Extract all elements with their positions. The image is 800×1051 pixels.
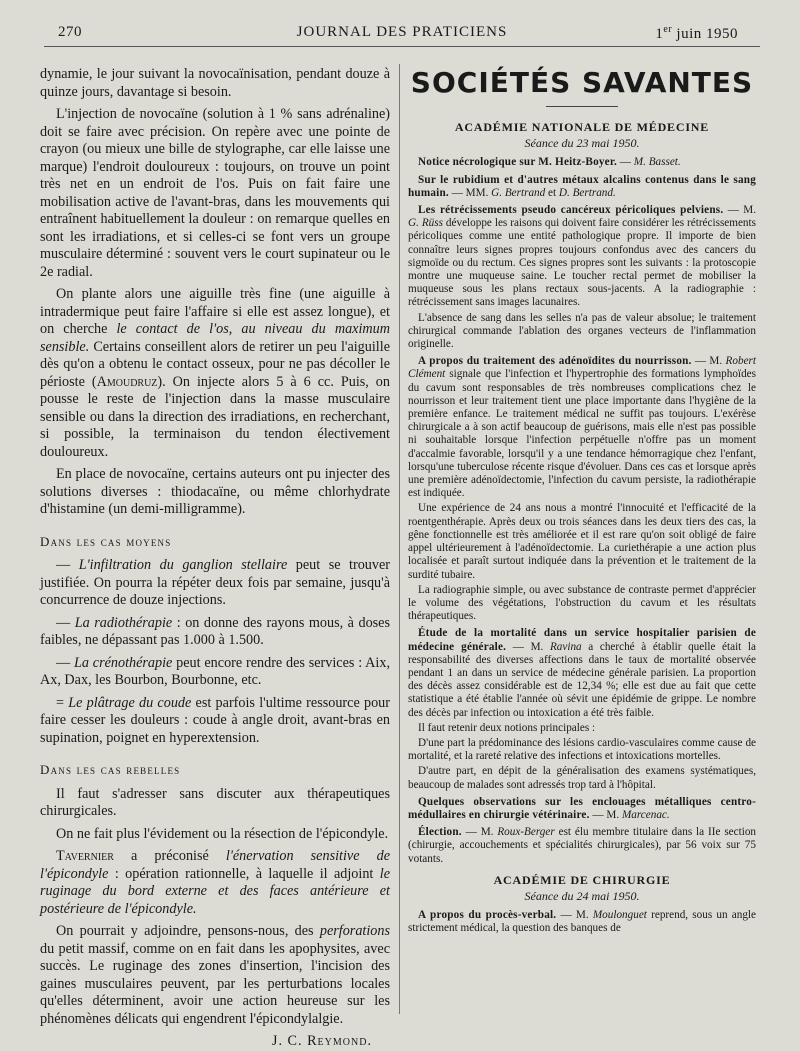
section-banner: SOCIÉTÉS SAVANTES [410,66,754,99]
author-signature: J. C. Reymond. [271,1033,372,1049]
section-heading: Dans les cas moyens [40,533,172,549]
paragraph: L'absence de sang dans les selles n'a pas de valeur absolue; le traitement chirurgical commande l'ablation des organes vecteurs de l'inflammation originelle. [408,311,756,351]
left-column [40,66,390,1051]
right-column [408,62,756,938]
report-entry: Quelques observations sur les enclouages métalliques centro-médullaires en chirurgie vétérinaire. — M. Marcenac. [408,795,756,821]
paragraph: — L'infiltration du ganglion stellaire peut se trouver justifiée. On pourra la répéter deux fois par semaine, jusqu'à concurrence de douze injections. [40,557,390,608]
paragraph: — La crénothérapie peut encore rendre des services : Aix, Ax, Dax, les Bourbon, Bourbonne, etc. [40,654,390,688]
paragraph: On pourrait y adjoindre, pensons-nous, des perforations du petit massif, comme on en fait dans les apophysites, avec succès. Le ruginage des zones d'insertion, l'incision des gaines musculaires peuvent, par les perturbations locales qu'elles déterminent, avoir une action heureuse sur les phénomènes délicats qui engendrent l'épicondylalgie. [40,923,390,1027]
paragraph: L'injection de novocaïne (solution à 1 % sans adrénaline) doit se faire avec précision. On repère avec une pointe de crayon (ou mieux une bille de stylographe, car elle laisse une marque) l'endroit douloureux : toujours, on trouve un point très net en un endroit de l'os. Puis on fait faire une mobilisation active de l'avant-bras, dans les mouvements qui entraînent habituellement la douleur : on remarque quelles en sont les irradiations, et si celles-ci se font vers un groupe musculaire déterminé : souvent vers le court supinateur ou le 2e radial. [40,106,390,280]
section-heading: Dans les cas rebelles [40,762,181,777]
report-entry: A propos du procès-verbal. — M. Moulonguet reprend, sous un angle strictement médical, la question des banques de [408,909,756,935]
paragraph: — La radiothérapie : on donne des rayons mous, à doses faibles, ne dépassant pas 1.000 à 1.500. [40,614,390,648]
column-divider [399,64,400,1014]
report-entry: Étude de la mortalité dans un service hospitalier parisien de médecine générale. — M. Ravina a cherché à établir quelle était la responsabilité des diverses affections dans le taux de mortalité observée pendant 1 an dans un service de médecine générale parisien. La proportion des décès assez considérable est de 12,34 %; elle est due au fait que cette statistique a été établie l'année où sévit une épidémie de grippe. Le nombre des décès par infection ou intoxication a été très faible. [408,627,756,719]
paragraph: Une expérience de 24 ans nous a montré l'innocuité et l'efficacité de la roentgenthérapie. Après deux ou trois séances dans les deux tiers des cas, la gêne fonctionnelle est très améliorée et il est rare qu'on soit obligé de faire appel ultérieurement à l'adénoïdectomie. La curiethérapie a une action plus localisée et paraît surtout indiquée dans la prévention et le traitement de la surdité tubaire. [408,502,756,581]
header-rule [44,46,760,47]
report-entry: A propos du traitement des adénoïdites du nourrisson. — M. Robert Clément signale que l'infection et l'hypertrophie des formations lymphoïdes du cavum sont responsables de très nombreuses complications chez le nourrisson et leur traitement tient une place importante dans l'hygiène de la première enfance. Le traitement médical ne suffit pas toujours. L'exérèse chirurgicale a à son actif beaucoup de guérisons, mais elle n'est pas possible ni souhaitable lorsque l'infection perpétuelle n'offre pas un moment d'accalmie favorable, lorsqu'il y a une tendance hémorragique chez l'enfant, lorsqu'une tuberculose récente risque d'évoluer. Dans ces cas et lorsque après une première adénoïdectomie, l'infection du cavum persiste, la radiothérapie est indiquée. [408,355,756,500]
banner-rule [546,106,618,107]
issue-date: 1er juin 1950 [655,24,738,42]
paragraph: La radiographie simple, ou avec substance de contraste permet d'apprécier le volume des végétations, l'obstruction du cavum et les résultats thérapeutiques. [408,583,756,623]
paragraph: On ne fait plus l'évidement ou la résection de l'épicondyle. [56,825,389,842]
report-entry: Notice nécrologique sur M. Heitz-Boyer. — M. Basset. [418,156,681,169]
paragraph: Il faut retenir deux notions principales : [418,721,596,734]
academy-heading: ACADÉMIE NATIONALE DE MÉDECINE [454,120,710,134]
report-entry: Élection. — M. Roux-Berger est élu membre titulaire dans la IIe section (chirurgie, accouchements et spécialités chirurgicales), par 56 voix sur 75 votants. [408,826,757,865]
paragraph: En place de novocaïne, certains auteurs ont pu injecter des solutions diverses : thiodacaïne, ou même chlorhydrate d'histamine (un demi-milligramme). [40,466,390,517]
report-entry: Sur le rubidium et d'autres métaux alcalins contenus dans le sang humain. — MM. G. Bertrand et D. Bertrand. [408,173,756,199]
paragraph: D'autre part, en dépit de la généralisation des examens systématiques, beaucoup de malades sont adressés trop tard à l'hôpital. [408,765,756,791]
paragraph: Il faut s'adresser sans discuter aux thérapeutiques chirurgicales. [40,785,390,819]
paragraph: D'une part la prédominance des lésions cardio-vasculaires comme cause de mortalité, et la rareté relative des infections et intoxications mortelles. [408,736,756,763]
paragraph: On plante alors une aiguille très fine (une aiguille à intradermique peut faire l'affaire si elle est assez longue), et on cherche le contact de l'os, au niveau du maximum sensible. Certains conseillent alors de retirer un peu l'aiguille dès qu'on a obtenu le contact osseux, pour ne pas décoller le périoste (Amoudruz). On injecte alors 5 à 6 cc. Puis, on pousse le reste de l'injection dans la masse musculaire sensible ou dans la direction des irradiations, en recherchant, si possible, la terminaison du tendon électivement douloureux. [40,286,390,460]
session-date: Séance du 23 mai 1950. [524,136,640,151]
journal-title: JOURNAL DES PRATICIENS [296,24,508,40]
report-entry: Les rétrécissements pseudo cancéreux péricoliques pelviens. — M. G. Rüss développe les raisons qui doivent faire considérer les rétrécissements péricoliques comme une entité pathologique propre. Il importe de bien connaître leurs signes propres toujours confondus avec des cancers du sigmoïde ou du rectum. Ces signes propres sont les suivants : la protoscopie montre une muqueuse saine. Le toucher rectal permet de mobiliser la muqueuse sous les plans rectaux sous-jacents. A la radiographie : rétrécissement sans images lacunaires. [408,204,756,309]
page-header [54,20,750,46]
paragraph: Tavernier a préconisé l'énervation sensitive de l'épicondyle : opération rationnelle, à laquelle il adjoint le ruginage du bord externe et des faces antérieure et postérieure de l'épicondyle. [40,848,390,917]
paragraph: dynamie, le jour suivant la novocaïnisation, pendant douze à quinze jours, davantage si besoin. [40,66,390,100]
academy-heading: ACADÉMIE DE CHIRURGIE [493,872,671,887]
page-number: 270 [58,24,82,40]
session-date: Séance du 24 mai 1950. [524,888,640,903]
paragraph: = Le plâtrage du coude est parfois l'ultime ressource pour faire cesser les douleurs : coude à angle droit, avant-bras en supination, poignet en hyperextension. [40,694,391,746]
